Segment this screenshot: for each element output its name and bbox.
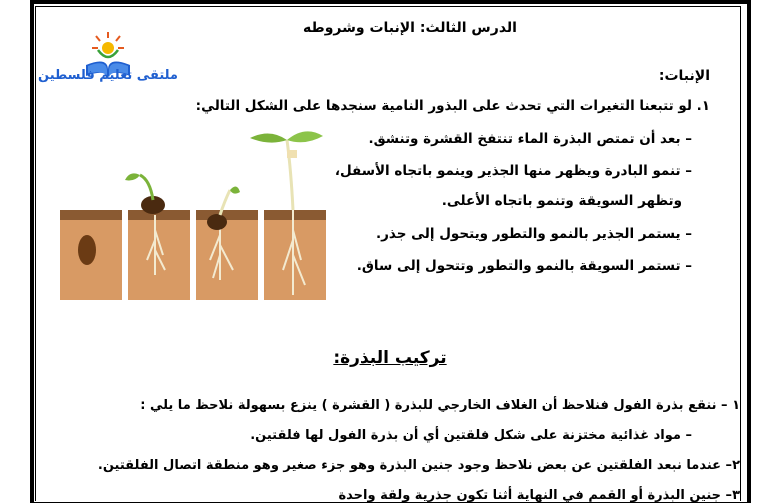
soil-panel-1	[60, 210, 122, 300]
soil-panel-3	[196, 186, 258, 300]
paragraph-1: ١ – ننقع بذرة الفول فنلاحظ أن الغلاف الخارجي للبذرة ( القشرة ) ينزع بسهولة نلاحظ ما يلي :	[140, 398, 740, 413]
sun-icon	[92, 32, 124, 57]
soil-panel-4	[250, 131, 326, 300]
soil-panel-2	[125, 173, 190, 300]
section-heading-seed-structure: تركيب البذرة:	[333, 348, 447, 368]
bullet-2: – تنمو البادرة ويظهر منها الجذير وينمو باتجاه الأسفل،	[334, 163, 692, 179]
bullet-1: – بعد أن تمتص البذرة الماء تنتفخ القشرة وتنشق.	[368, 131, 692, 147]
bullet-2-cont: وتظهر السويقة وتنمو باتجاه الأعلى.	[441, 193, 682, 209]
page-title: الدرس الثالث: الإنبات وشروطه	[303, 20, 517, 36]
question-1: ١. لو تتبعنا التغيرات التي تحدث على البذور النامية سنجدها على الشكل التالي:	[195, 98, 710, 114]
paragraph-2: ٢– عندما نبعد الفلقتين عن بعض نلاحظ وجود جنين البذرة وهو جزء صغير وهو منطقة اتصال الفلقتين.	[97, 458, 740, 473]
paragraph-1-sub: – مواد غذائية مختزنة على شكل فلقتين أي أن بذرة الفول لها فلقتين.	[250, 428, 692, 443]
germination-illustration	[55, 110, 340, 305]
bullet-3: – يستمر الجذير بالنمو والتطور ويتحول إلى جذر.	[376, 226, 692, 242]
logo-text: ملتقى تعليم فلسطين	[38, 68, 178, 83]
bullet-4: – تستمر السويقة بالنمو والتطور وتتحول إلى ساق.	[356, 258, 692, 274]
paragraph-3: ٣– جنين البذرة أو القمم في النهاية أثنا تكون جذرية ولقة واحدة	[338, 488, 740, 503]
section-heading-germination: الإنبات:	[658, 68, 710, 84]
